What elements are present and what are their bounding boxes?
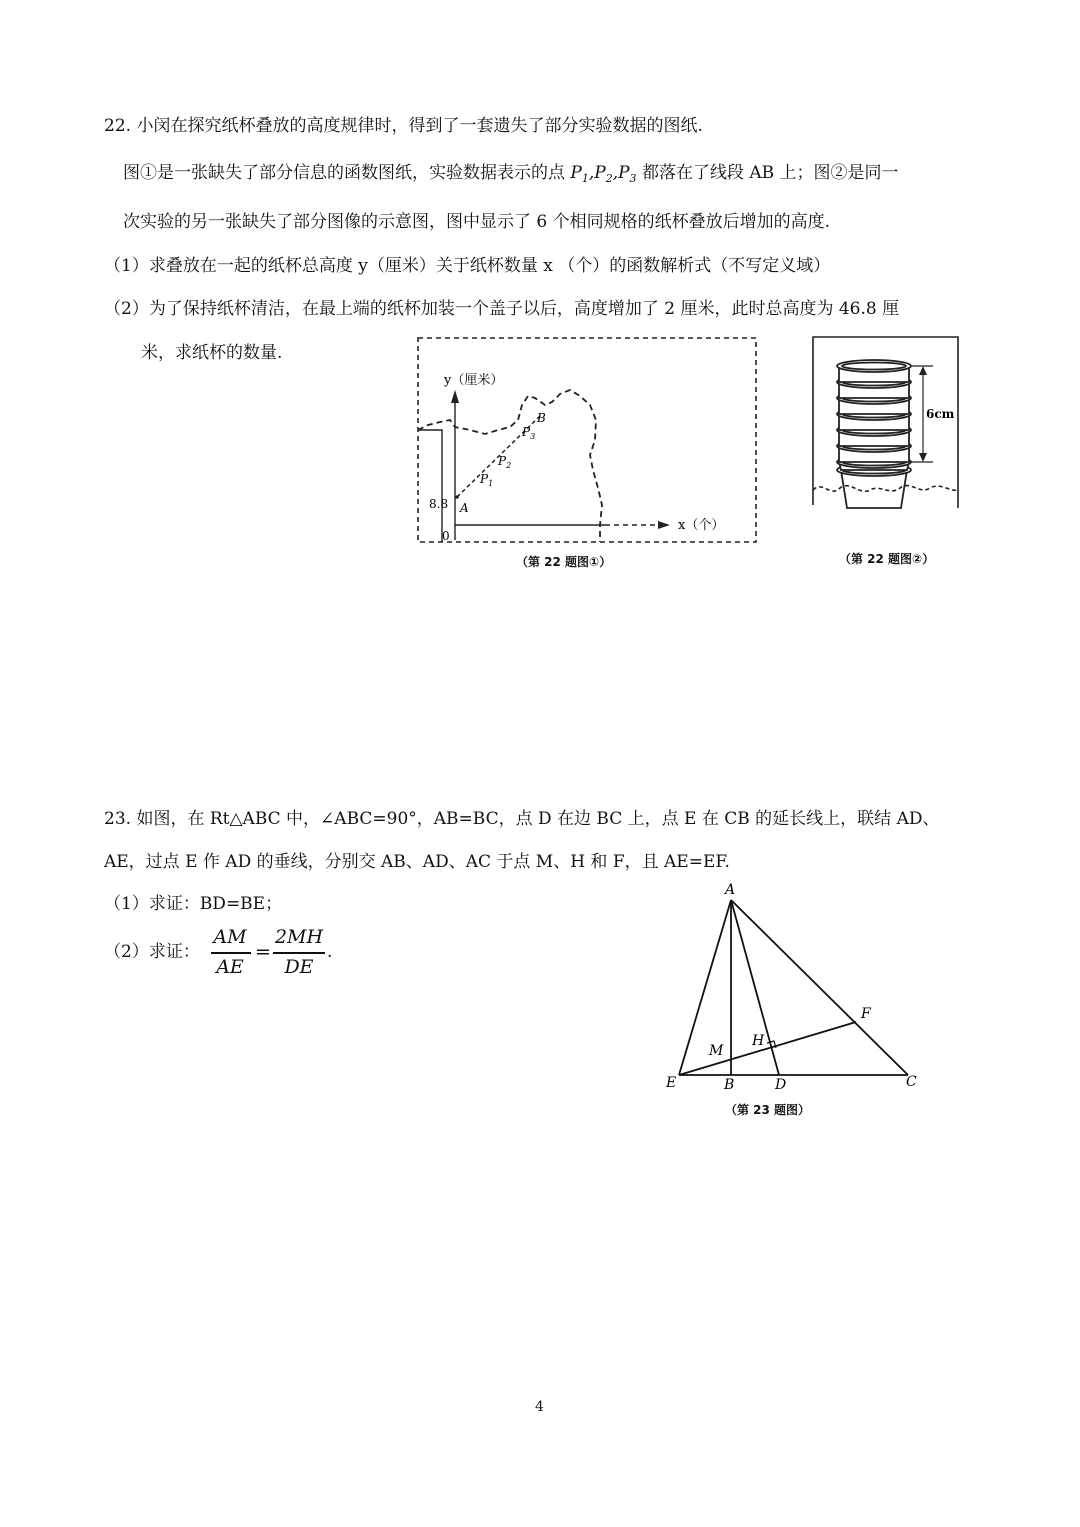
end-period: . (327, 942, 333, 962)
q23-figure (660, 875, 940, 1095)
q22-part2-a: （2）为了保持纸杯清洁，在最上端的纸杯加装一个盖子以后，高度增加了 2 厘米，此时总高度为 46.8 厘 (104, 299, 900, 319)
fig23-label-b: B (724, 1077, 735, 1093)
fig1-y-intercept: 8.8 (429, 497, 449, 511)
frac-right-bar (273, 952, 325, 954)
q22-figure2 (805, 330, 975, 520)
fig1-p3: $P_3$ (522, 425, 536, 441)
q23-fig-caption: （第 23 题图） (725, 1103, 811, 1117)
fig1-p2: $P_2$ (498, 454, 512, 470)
q22-line3: 次实验的另一张缺失了部分图像的示意图，图中显示了 6 个相同规格的纸杯叠放后增加的高度. (123, 212, 831, 232)
frac-right-den: DE (284, 956, 314, 978)
q22-part1: （1）求叠放在一起的纸杯总高度 y（厘米）关于纸杯数量 x （个）的函数解析式（不写定义域） (104, 256, 831, 276)
fig23-label-f: F (861, 1006, 871, 1022)
fig2-dim-arrow-up-icon (919, 366, 927, 375)
q23-part2-label: （2）求证： (104, 942, 200, 962)
fig23-label-m: M (709, 1043, 724, 1059)
frac-left-num: AM (213, 926, 247, 948)
fig1-y-arrow-icon (451, 390, 459, 403)
q23-line2: AE，过点 E 作 AD 的垂线，分别交 AB、AD、AC 于点 M、H 和 F，且 AE=EF. (104, 852, 730, 872)
fig1-point-a-dot (455, 495, 459, 499)
fig1-frame (418, 338, 756, 542)
q22-line1: 22. 小闵在探究纸杯叠放的高度规律时，得到了一套遗失了部分实验数据的图纸. (104, 116, 703, 136)
equals-sign: = (255, 941, 271, 963)
q22-figure1 (410, 330, 770, 550)
fig23-label-e: E (666, 1075, 677, 1091)
fig23-label-c: C (906, 1074, 917, 1090)
frac-left-den: AE (216, 956, 244, 978)
q22-part2-b: 米，求纸杯的数量. (141, 343, 283, 363)
fig1-point-b: B (537, 411, 546, 425)
frac-right-num: 2MH (274, 926, 324, 948)
p-points: $P_1,P_2,P_3$ (570, 163, 637, 185)
q22-line2 (123, 162, 899, 190)
fig2-height-label: 6cm (926, 407, 955, 421)
fig23-label-d: D (775, 1077, 787, 1093)
fig1-point-a: A (460, 501, 469, 515)
page-number: 4 (535, 1399, 544, 1415)
q23-part1: （1）求证：BD=BE； (104, 894, 283, 914)
q22-fig2-caption: （第 22 题图②） (839, 552, 935, 566)
fig23-label-a: A (725, 882, 736, 898)
fig23-label-h: H (752, 1033, 765, 1049)
fig1-left-strip (418, 430, 442, 542)
fig1-p1: $P_1$ (480, 472, 494, 488)
fig1-x-label: x（个） (678, 518, 725, 533)
frac-left-bar (211, 952, 251, 954)
q22-line2-a: 图①是一张缺失了部分信息的函数图纸，实验数据表示的点 (123, 163, 571, 183)
q22-line2-b: 都落在了线段 AB 上；图②是同一 (636, 163, 899, 183)
fig1-x-arrow-icon (658, 521, 670, 529)
fig1-y-label: y（厘米） (444, 373, 504, 388)
q23-line1: 23. 如图，在 Rt△ABC 中，∠ABC=90°，AB=BC，点 D 在边 BC 上，点 E 在 CB 的延长线上，联结 AD、 (104, 809, 940, 829)
fig1-origin: 0 (442, 529, 450, 543)
fig2-dim-arrow-down-icon (919, 453, 927, 462)
q22-fig1-caption: （第 22 题图①） (516, 555, 612, 569)
